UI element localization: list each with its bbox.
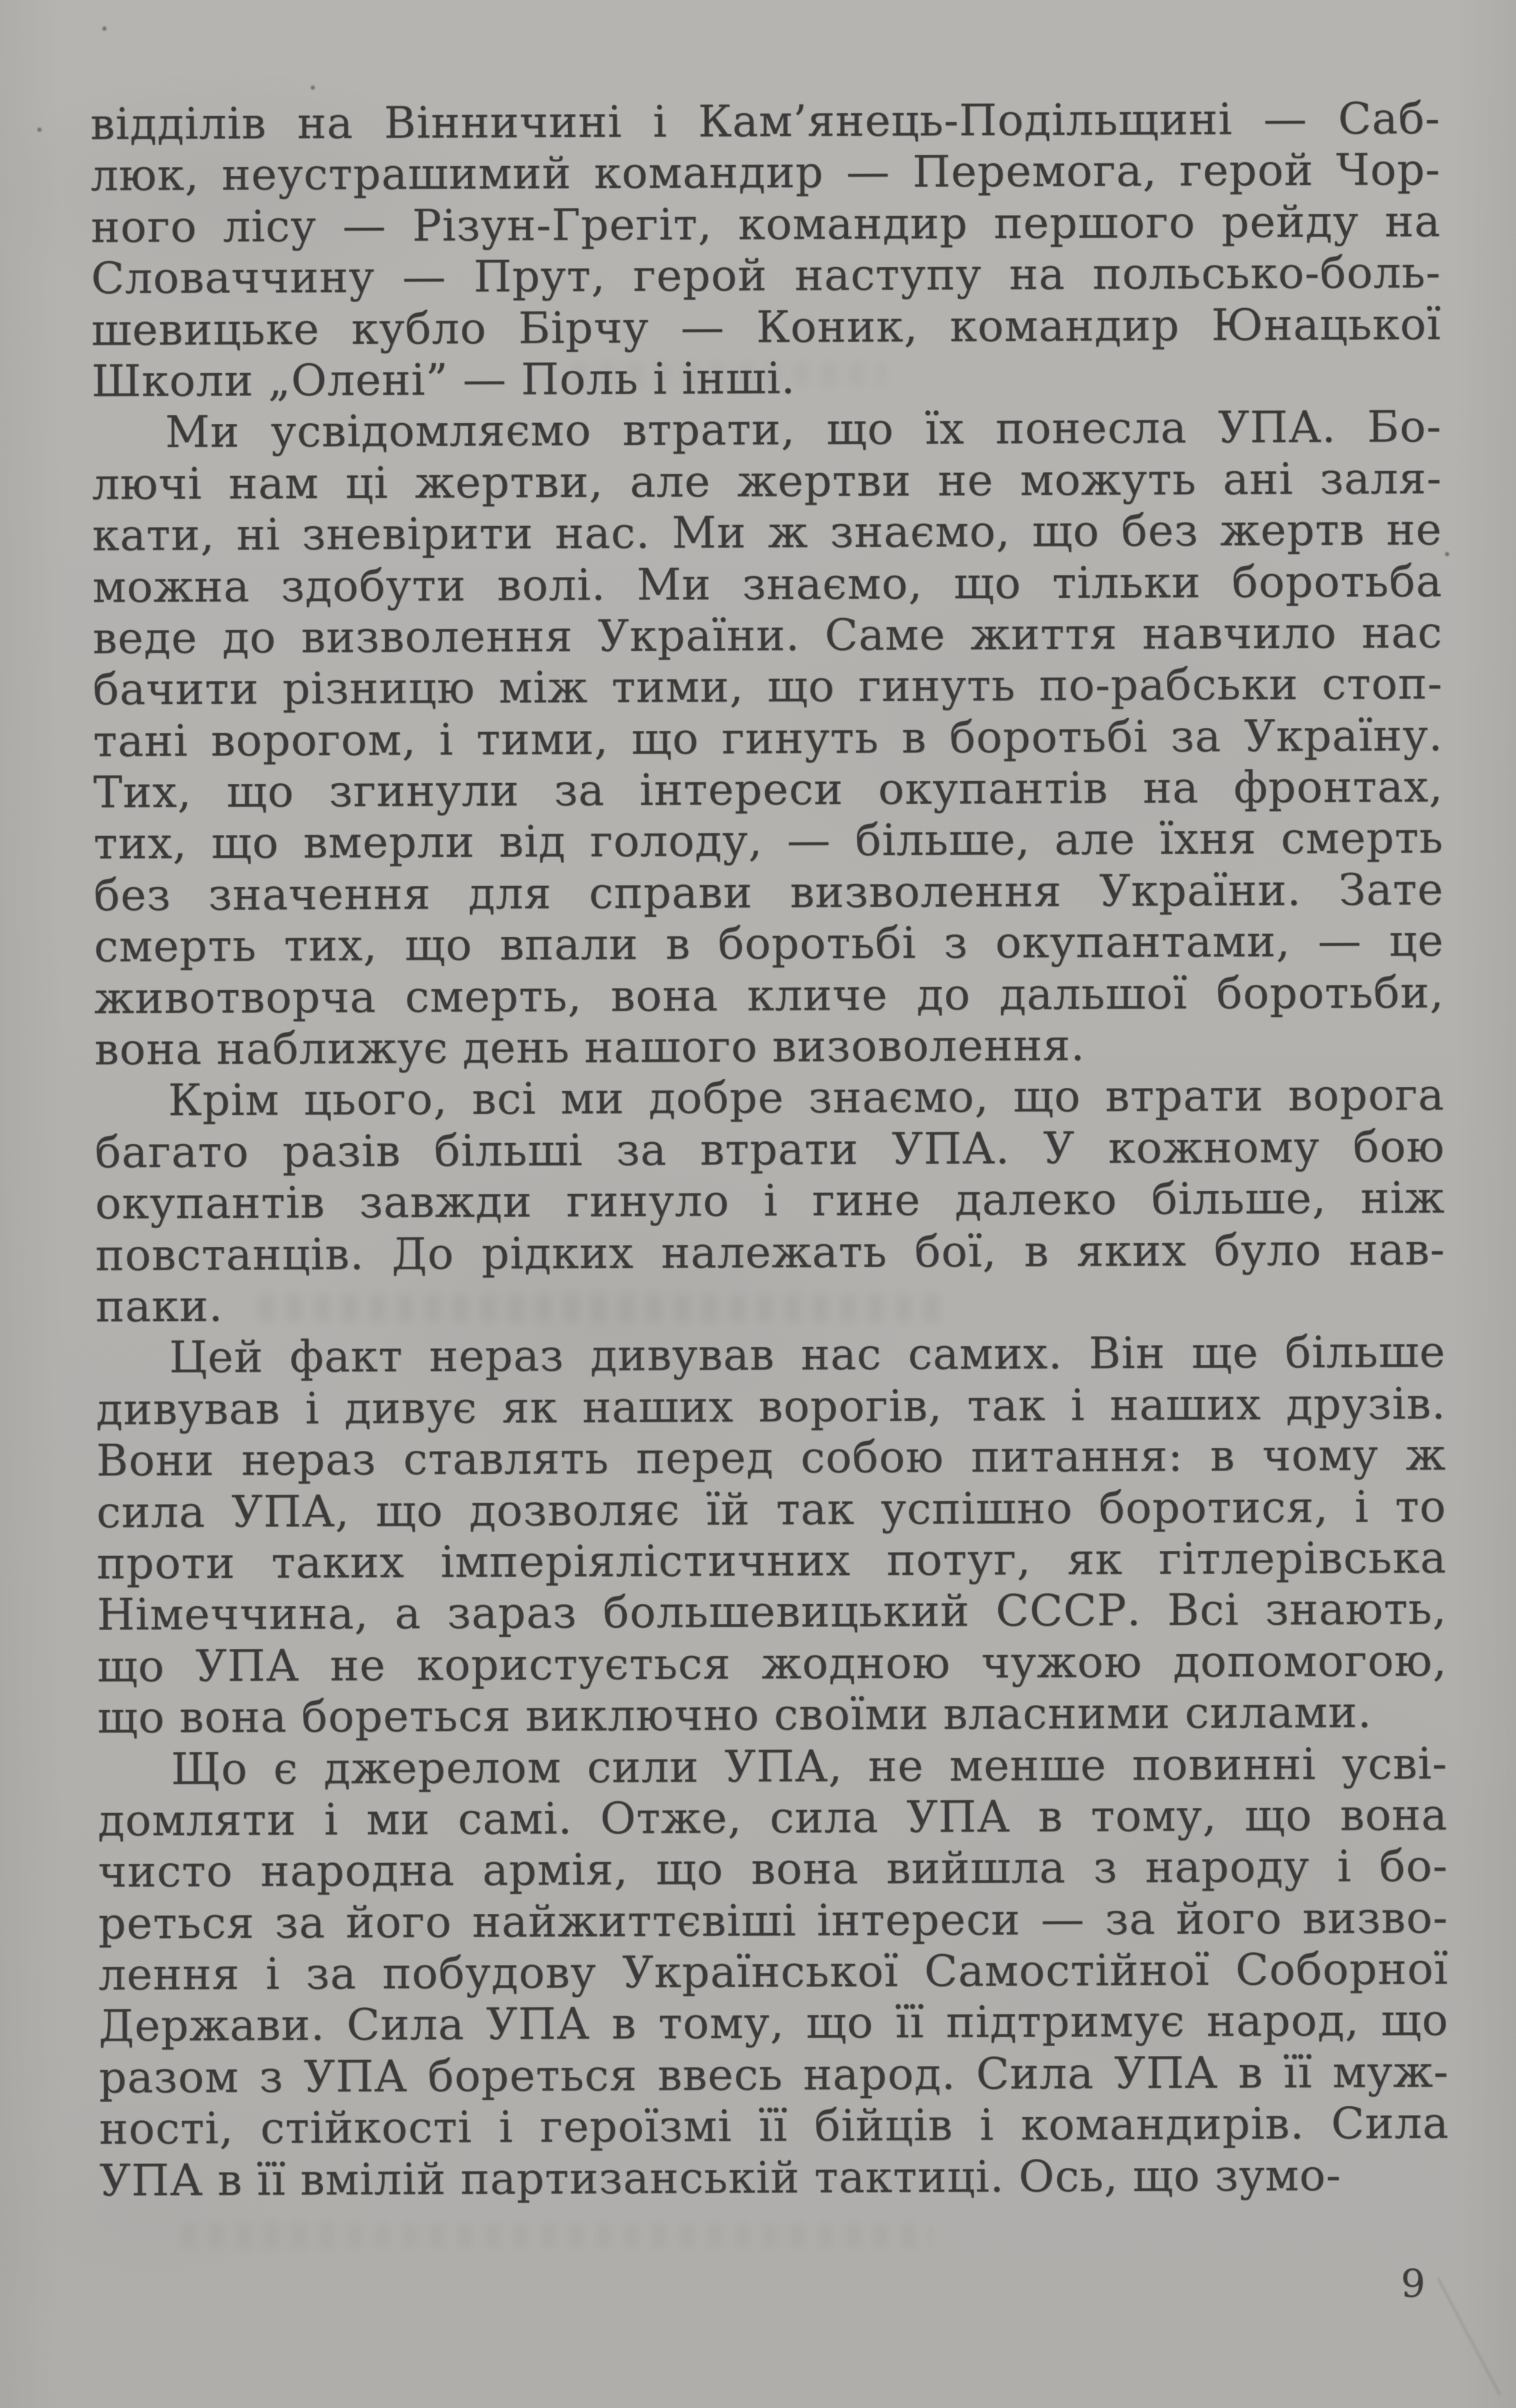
text-line: паки.	[95, 1280, 223, 1332]
text-line: разом з УПА бореться ввесь народ. Сила УПА в її муж-	[99, 2046, 1449, 2103]
paper-speck	[37, 128, 42, 132]
paper-crease	[1437, 2278, 1501, 2396]
paper-speck	[311, 85, 315, 90]
text-line: що УПА не користується жодною чужою допомогою,	[97, 1634, 1447, 1692]
paper-speck	[1445, 552, 1449, 556]
text-line: Тих, що згинули за інтереси окупантів на фронтах,	[93, 761, 1444, 818]
text-line: чисто народна армія, що вона вийшла з народу і бо-	[98, 1840, 1449, 1898]
paragraph	[90, 93, 1441, 407]
text-line: Словаччину — Прут, герой наступу на польсько-боль-	[91, 247, 1441, 304]
text-line: вона наближує день нашого визоволення.	[94, 1019, 1086, 1075]
text-line: животворча смерть, вона кличе до дальшої боротьби,	[94, 966, 1444, 1023]
text-line: Вони нераз ставлять перед собою питання: в чому ж	[96, 1429, 1447, 1486]
text-line: повстанців. До рідких належать бої, в яких було нав-	[95, 1223, 1446, 1280]
paragraph	[98, 1738, 1449, 2206]
text-line: багато разів більші за втрати УПА. У кожному бою	[95, 1121, 1445, 1178]
text-line: веде до визволення України. Саме життя навчило нас	[92, 607, 1443, 663]
page-number: 9	[1400, 2262, 1426, 2306]
text-line: Що є джерелом сили УПА, не менше повинні усві-	[170, 1737, 1448, 1794]
text-line: дивував і дивує як наших ворогів, так і наших друзів.	[96, 1377, 1446, 1435]
text-line: смерть тих, що впали в боротьбі з окупантами, — це	[93, 915, 1444, 972]
text-line: Цей факт нераз дивував нас самих. Він ще більше	[169, 1326, 1446, 1383]
text-line: проти таких імперіялістичних потуг, як гітлерівська	[96, 1532, 1447, 1589]
text-line: Крім цього, всі ми добре знаємо, що втрати ворога	[168, 1069, 1445, 1126]
paragraph	[96, 1327, 1447, 1744]
text-line: можна здобути волі. Ми знаємо, що тільки боротьба	[92, 555, 1443, 612]
text-line: УПА в її вмілій партизанській тактиці. Ось, що зумо-	[99, 2149, 1341, 2206]
text-line: ного лісу — Різун-Грегіт, командир першого рейду на	[90, 195, 1441, 252]
text-line: шевицьке кубло Бірчу — Коник, командир Юнацької	[91, 298, 1441, 355]
text-line: без значення для справи визволення України. Зате	[93, 864, 1444, 920]
text-line: відділів на Вінничині і Кам’янець-Подільщині — Саб-	[90, 93, 1441, 149]
text-line: лення і за побудову Української Самостійної Соборної	[98, 1943, 1449, 2000]
paper-speck	[102, 26, 107, 31]
text-line: люк, неустрашимий командир — Перемога, герой Чор-	[90, 144, 1441, 201]
text-line: домляти і ми самі. Отже, сила УПА в тому, що вона	[98, 1789, 1448, 1846]
text-line: сила УПА, що дозволяє їй так успішно боротися, і то	[96, 1480, 1447, 1538]
text-line: Ми усвідомляємо втрати, що їх понесла УПА. Бо-	[165, 401, 1442, 458]
text-line: Школи „Олені” — Поль і інші.	[91, 352, 796, 406]
text-line: бачити різницю між тими, що гинуть по-рабськи стоп-	[93, 658, 1443, 715]
text-line: окупантів завжди гинуло і гине далеко більше, ніж	[95, 1172, 1446, 1229]
text-line: ності, стійкості і героїзмі її бійців і командирів. Сила	[99, 2097, 1449, 2155]
text-line: Держави. Сила УПА в тому, що її підтримує народ, що	[98, 1994, 1449, 2052]
text-line: тих, що вмерли від голоду, — більше, але їхня смерть	[93, 812, 1444, 869]
text-line: лючі нам ці жертви, але жертви не можуть ані заля-	[92, 452, 1442, 509]
paragraph	[92, 402, 1444, 1076]
paragraph	[95, 1070, 1446, 1333]
text-line: що вона бореться виключно своїми власними силами.	[97, 1686, 1372, 1743]
text-line: тані ворогом, і тими, що гинуть в боротьбі за Україну.	[93, 709, 1443, 766]
text-line: кати, ні зневірити нас. Ми ж знаємо, що без жертв не	[92, 504, 1443, 561]
text-line: реться за його найжиттєвіші інтереси — за його визво-	[98, 1891, 1449, 1949]
text-line: Німеччина, а зараз большевицький СССР. Всі знають,	[96, 1583, 1447, 1640]
ink-bleed-through	[181, 2223, 933, 2249]
page-text	[90, 93, 1449, 2206]
